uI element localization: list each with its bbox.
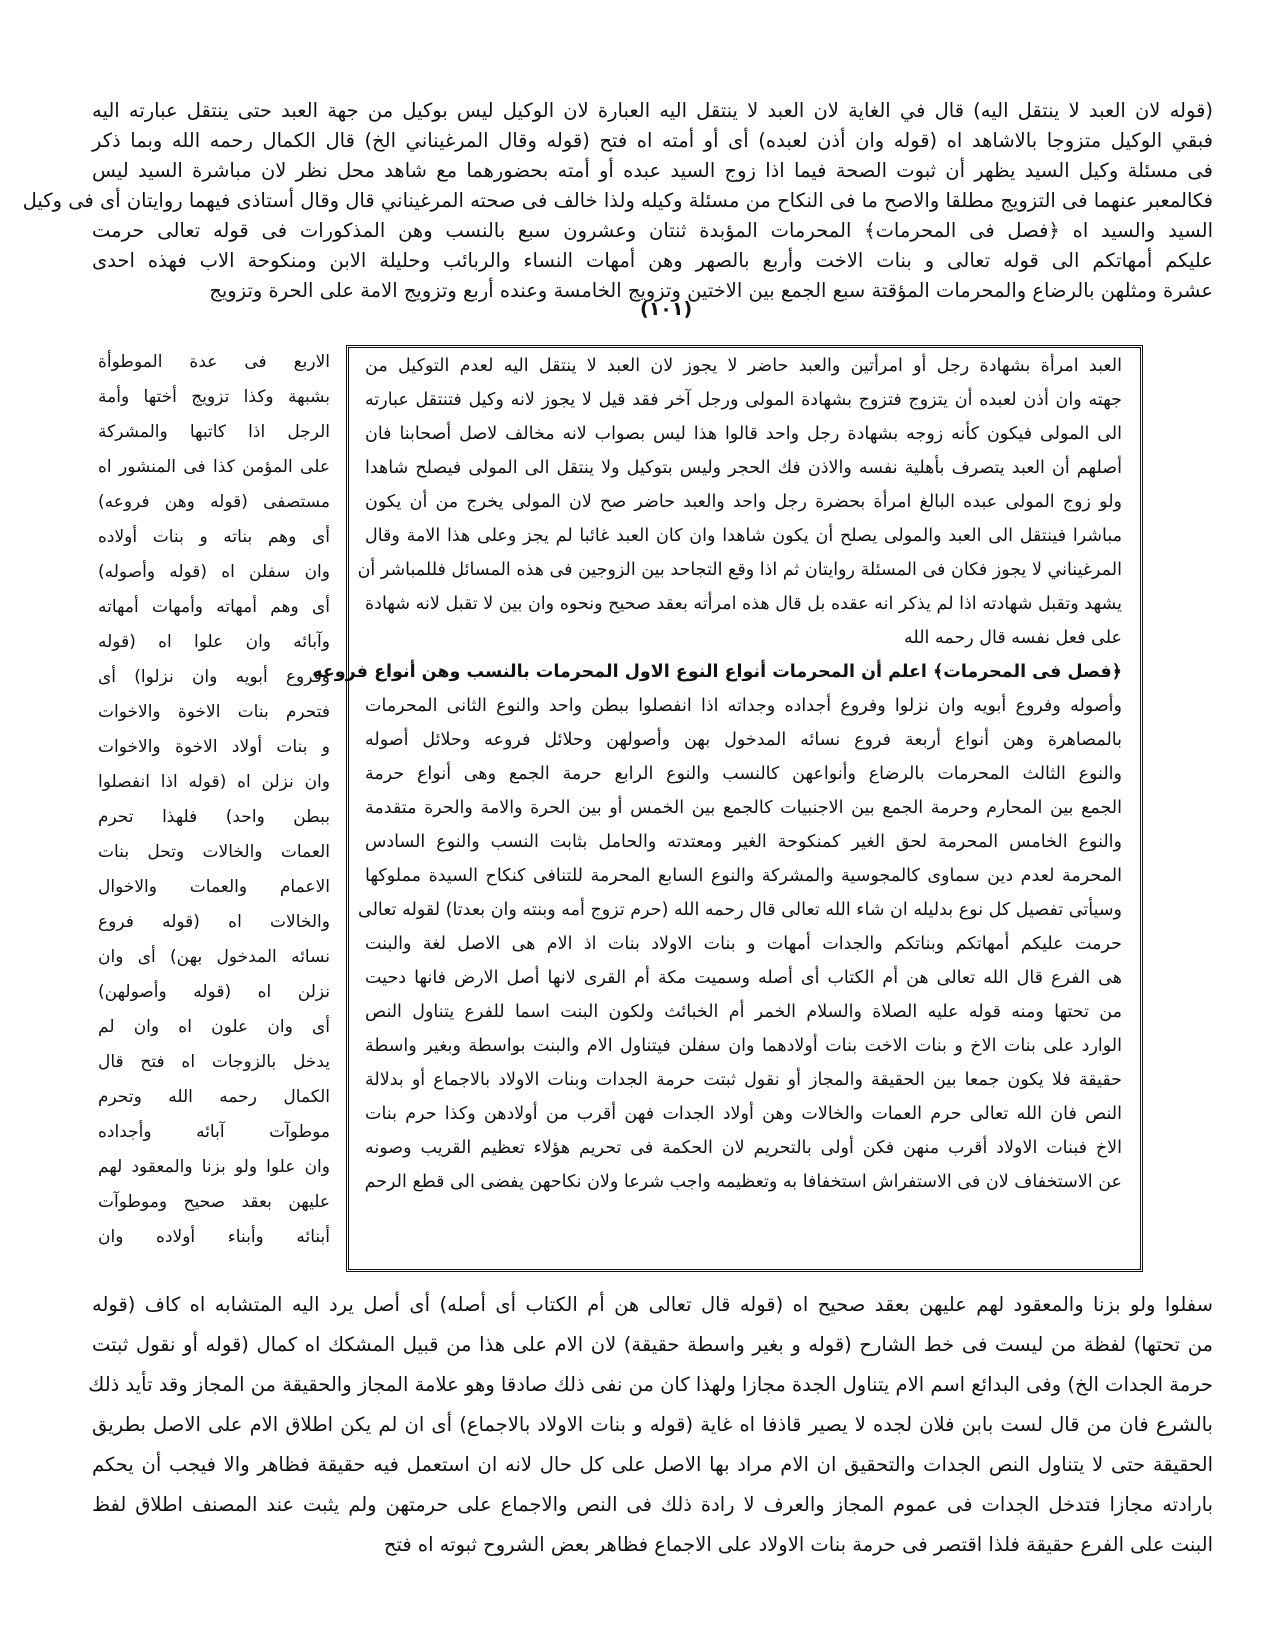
main-line: مباشرا فينتقل الى العبد والمولى يصلح أن يكون شاهدا وان كان العبد غائبا لم يجز وعلى هذا الامة وقال [365,526,1122,546]
bottom-line: بارادته مجازا فتدخل الجدات فى عموم المجاز والعرف لا رادة ذلك فى النص والاجماع على حرمتهن ولم يثبت عند المصنف اطلاق لفظ [92,1493,1213,1516]
margin-line: الكمال رحمه الله وتحرم [98,1087,330,1107]
margin-line: ببطن واحد) فلهذا تحرم [98,807,330,827]
margin-line: وفروع أبويه وان نزلوا) أى [98,667,330,687]
margin-line: والخالات اه (قوله فروع [98,912,330,932]
main-line: جهته وان أذن لعبده أن يتزوج فتزوج بشهادة المولى ورجل آخر فقد قيل لا يجوز لانه وكيل فتنتقل عبارته [365,390,1122,410]
margin-line: أى وهم بناته و بنات أولاده [98,527,330,547]
bottom-line: الحقيقة حتى لا يتناول النص الجدات والتحقيق ان الام مراد بها الاصل على كل حال لانه ان استعمل فيه حقيقة فظاهر والا فيجب أن يحكم [92,1453,1213,1476]
margin-line: أبنائه وأبناء أولاده وان [98,1227,330,1247]
main-line: الاخ فبنات الاولاد أقرب منهن فكن أولى بالتحريم لان الحكمة فى تحريم هؤلاء تعظيم القريب وصونه [365,1138,1122,1158]
margin-line: على المؤمن كذا فى المنشور اه [98,457,330,477]
main-line: وأصوله وفروع أبويه وان نزلوا وفروع أجداده وجداته اذا انفصلوا ببطن واحد والنوع الثانى المحرمات [365,696,1122,716]
top-line: عشرة ومثلهن بالرضاع والمحرمات المؤقتة سبع الجمع بين الاختين وتزويج الخامسة وعنده أربع وتزويج الامة على الحرة وتزويج [209,279,1213,302]
margin-line: بشبهة وكذا تزويج أختها وأمة [98,387,330,407]
main-line: الى المولى فيكون كأنه زوجه بشهادة رجل واحد قالوا هذا ليس بصواب لانه مخالف لاصل أصحابنا فان [365,424,1122,444]
margin-line: الرجل اذا كاتبها والمشركة [98,422,330,442]
section-heading-line: ﴿فصل فى المحرمات﴾ اعلم أن المحرمات أنواع النوع الاول المحرمات بالنسب وهن أنواع فروعه [312,662,1122,682]
margin-line: وان علوا ولو بزنا والمعقود لهم [98,1157,330,1177]
main-line: الجمع بين المحارم وحرمة الجمع بين الاجنبيات كالجمع بين الخمس أو بين الحرة والامة والحرة متقدمة [365,798,1122,818]
main-line: العبد امرأة بشهادة رجل أو امرأتين والعبد حاضر لا يجوز لان العبد لا ينتقل اليه لعدم التوكيل من [365,356,1122,376]
margin-line: وان سفلن اه (قوله وأصوله) [98,562,330,582]
page-number: (١٠١) [640,298,693,320]
main-line: ولو زوج المولى عبده البالغ امرأة بحضرة رجل واحد والعبد حاضر صح لان المولى يخرج من أن يكون [365,492,1122,512]
margin-line: مستصفى (قوله وهن فروعه) [98,492,330,512]
bottom-line: بالشرع فان من قال لست بابن فلان لجده لا يصير قاذفا اه غاية (قوله و بنات الاولاد بالاجماع) أى ان لم يكن اطلاق الام على الاصل بطريق [92,1413,1213,1436]
main-line: من تحتها ومنه قوله عليه الصلاة والسلام الخمر أم الخبائث ولكون البنت اسما للفرع يتناول النص [365,1002,1122,1022]
bottom-line: البنت على الفرع حقيقة فلذا اقتصر فى حرمة بنات الاولاد على الاجماع فظاهر بعض الشروح ثبوته اه فتح [383,1533,1213,1556]
margin-line: وان نزلن اه (قوله اذا انفصلوا [98,772,330,792]
margin-line: العمات والخالات وتحل بنات [98,842,330,862]
bottom-line: سفلوا ولو بزنا والمعقود لهم عليهن بعقد صحيح اه (قوله قال تعالى هن أم الكتاب أى أصله) أى أصل يرد اليه المتشابه اه كاف (قوله [92,1293,1213,1316]
margin-line: يدخل بالزوجات اه فتح قال [98,1052,330,1072]
main-line: على فعل نفسه قال رحمه الله [904,628,1122,648]
main-line: عن الاستخفاف لان فى الاستفراش استخفافا به وتعظيمه واجب شرعا ولان نكاحهن يفضى الى قطع الرحم [364,1172,1122,1192]
side-commentary [98,348,330,1268]
main-line: الوارد على بنات الاخ و بنات الاخت بنات أولادهما وان سفلن فيتناول الام والبنت بواسطة وبغير واسطة [365,1036,1122,1056]
top-line: فبقي الوكيل متزوجا بالاشاهد اه (قوله وان أذن لعبده) أى أو أمته اه فتح (قوله وقال المرغيناني الخ) قال الكمال رحمه الله وبما ذكر [92,129,1213,152]
main-text-frame [312,345,1143,1272]
main-line: أصلهم أن العبد يتصرف بأهلية نفسه والاذن فك الحجر وليس بتوكيل ولا ينتقل الى المولى فيصلح شاهدا [365,458,1122,478]
margin-line: الاعمام والعمات والاخوال [98,877,330,897]
top-line: فكالمعبر عنهما فى التزويج مطلقا والاصح ما فى النكاح من مسئلة وكيله ولذا خالف فى صحته المرغيناني قال وقال أستاذى فيهما روايتان أى فى وكيل [22,189,1213,212]
margin-line: موطوآت آبائه وأجداده [98,1122,330,1142]
top-line: عليكم أمهاتكم الى قوله تعالى و بنات الاخت وأربع بالصهر وهن أمهات النساء والربائب وحليلة الابن ومنكوحة الاب فهذه احدى [92,249,1213,272]
main-line: حرمت عليكم أمهاتكم وبناتكم والجدات أمهات و بنات الاولاد بنات اذ الام هى الاصل لغة والبنت [365,934,1122,954]
main-line: هى الفرع قال الله تعالى هن أم الكتاب أى أصله وسميت مكة أم القرى لانها أصل الارض فانها دحيت [365,968,1122,988]
main-line: بالمصاهرة وهن أنواع أربعة فروع نسائه المدخول بهن وأصولهن وحلائل فروعه وحلائل أصوله [365,730,1122,750]
margin-line: عليهن بعقد صحيح وموطوآت [98,1192,330,1212]
margin-line: الاربع فى عدة الموطوأة [98,352,330,372]
top-line: (قوله لان العبد لا ينتقل اليه) قال في الغاية لان العبد لا ينتقل اليه العبارة لان الوكيل ليس بوكيل من جهة العبد حتى ينتقل عبارته اليه [92,99,1213,122]
main-line: المحرمة لعدم دين سماوى كالمجوسية والمشركة والنوع السابع المحرمة للتنافى كنكاح السيدة مملوكها [365,866,1122,886]
margin-line: نزلن اه (قوله وأصولهن) [98,982,330,1002]
margin-line: وآبائه وان علوا اه (قوله [98,632,330,652]
main-line: حقيقة فلا يكون جمعا بين الحقيقة والمجاز أو نقول ثبتت حرمة الجدات وبنات الاولاد بالاجماع أو بدلالة [365,1070,1122,1090]
main-line: والنوع الخامس المحرمة لحق الغير كمنكوحة الغير ومعتدته والحامل بثابت النسب والنوع السادس [365,832,1122,852]
main-line: النص فان الله تعالى حرم العمات والخالات وهن أولاد الجدات فهن أقرب من أولادهن وكذا حرم بنات [365,1104,1122,1124]
bottom-line: من تحتها) لفظة من ليست فى خط الشارح (قوله و بغير واسطة حقيقة) لان الام على هذا من قبيل المشكك اه كمال (قوله أو نقول ثبتت [92,1333,1213,1356]
main-line: المرغيناني لا يجوز فكان فى المسئلة روايتان ثم اذا وقع التجاحد بين الزوجين فى هذه المسائل فللمباشر أن [357,560,1122,580]
bottom-line: حرمة الجدات الخ) وفى البدائع اسم الام يتناول الجدة مجازا ولهذا كان من نفى ذلك صادقا وهو علامة المجاز والحقيقة من المجاز وقد تأيد ذلك [88,1373,1213,1396]
margin-line: نسائه المدخول بهن) أى وان [98,947,330,967]
margin-line: فتحرم بنات الاخوة والاخوات [98,702,330,722]
top-line: السيد والسيد اه ﴿فصل فى المحرمات﴾ المحرمات المؤبدة ثنتان وعشرون سبع بالنسب وهن المذكورات فى قوله تعالى حرمت [92,219,1213,242]
margin-line: و بنات أولاد الاخوة والاخوات [98,737,330,757]
main-line: والنوع الثالث المحرمات بالرضاع وأنواعهن كالنسب والنوع الرابع حرمة الجمع وهى أنواع حرمة [365,764,1122,784]
main-line: وسيأتى تفصيل كل نوع بدليله ان شاء الله تعالى قال رحمه الله (حرم تزوج أمه وبنته وان بعدتا) لقوله تعالى [357,900,1122,920]
main-line: يشهد وتقبل شهادته اذا لم يذكر انه عقده بل قال هذه امرأته بعقد صحيح ونحوه وان بين لا تقبل لانه شهادة [365,594,1122,614]
margin-line: أى وهم أمهاته وأمهات أمهاته [98,597,330,617]
margin-line: أى وان علون اه وان لم [98,1017,330,1037]
top-line: فى مسئلة وكيل السيد يظهر أن ثبوت الصحة فيما اذا زوج السيد عبده أو أمته بحضورهما مع شاهد محل نظر لان مباشرة السيد ليس [92,159,1213,182]
